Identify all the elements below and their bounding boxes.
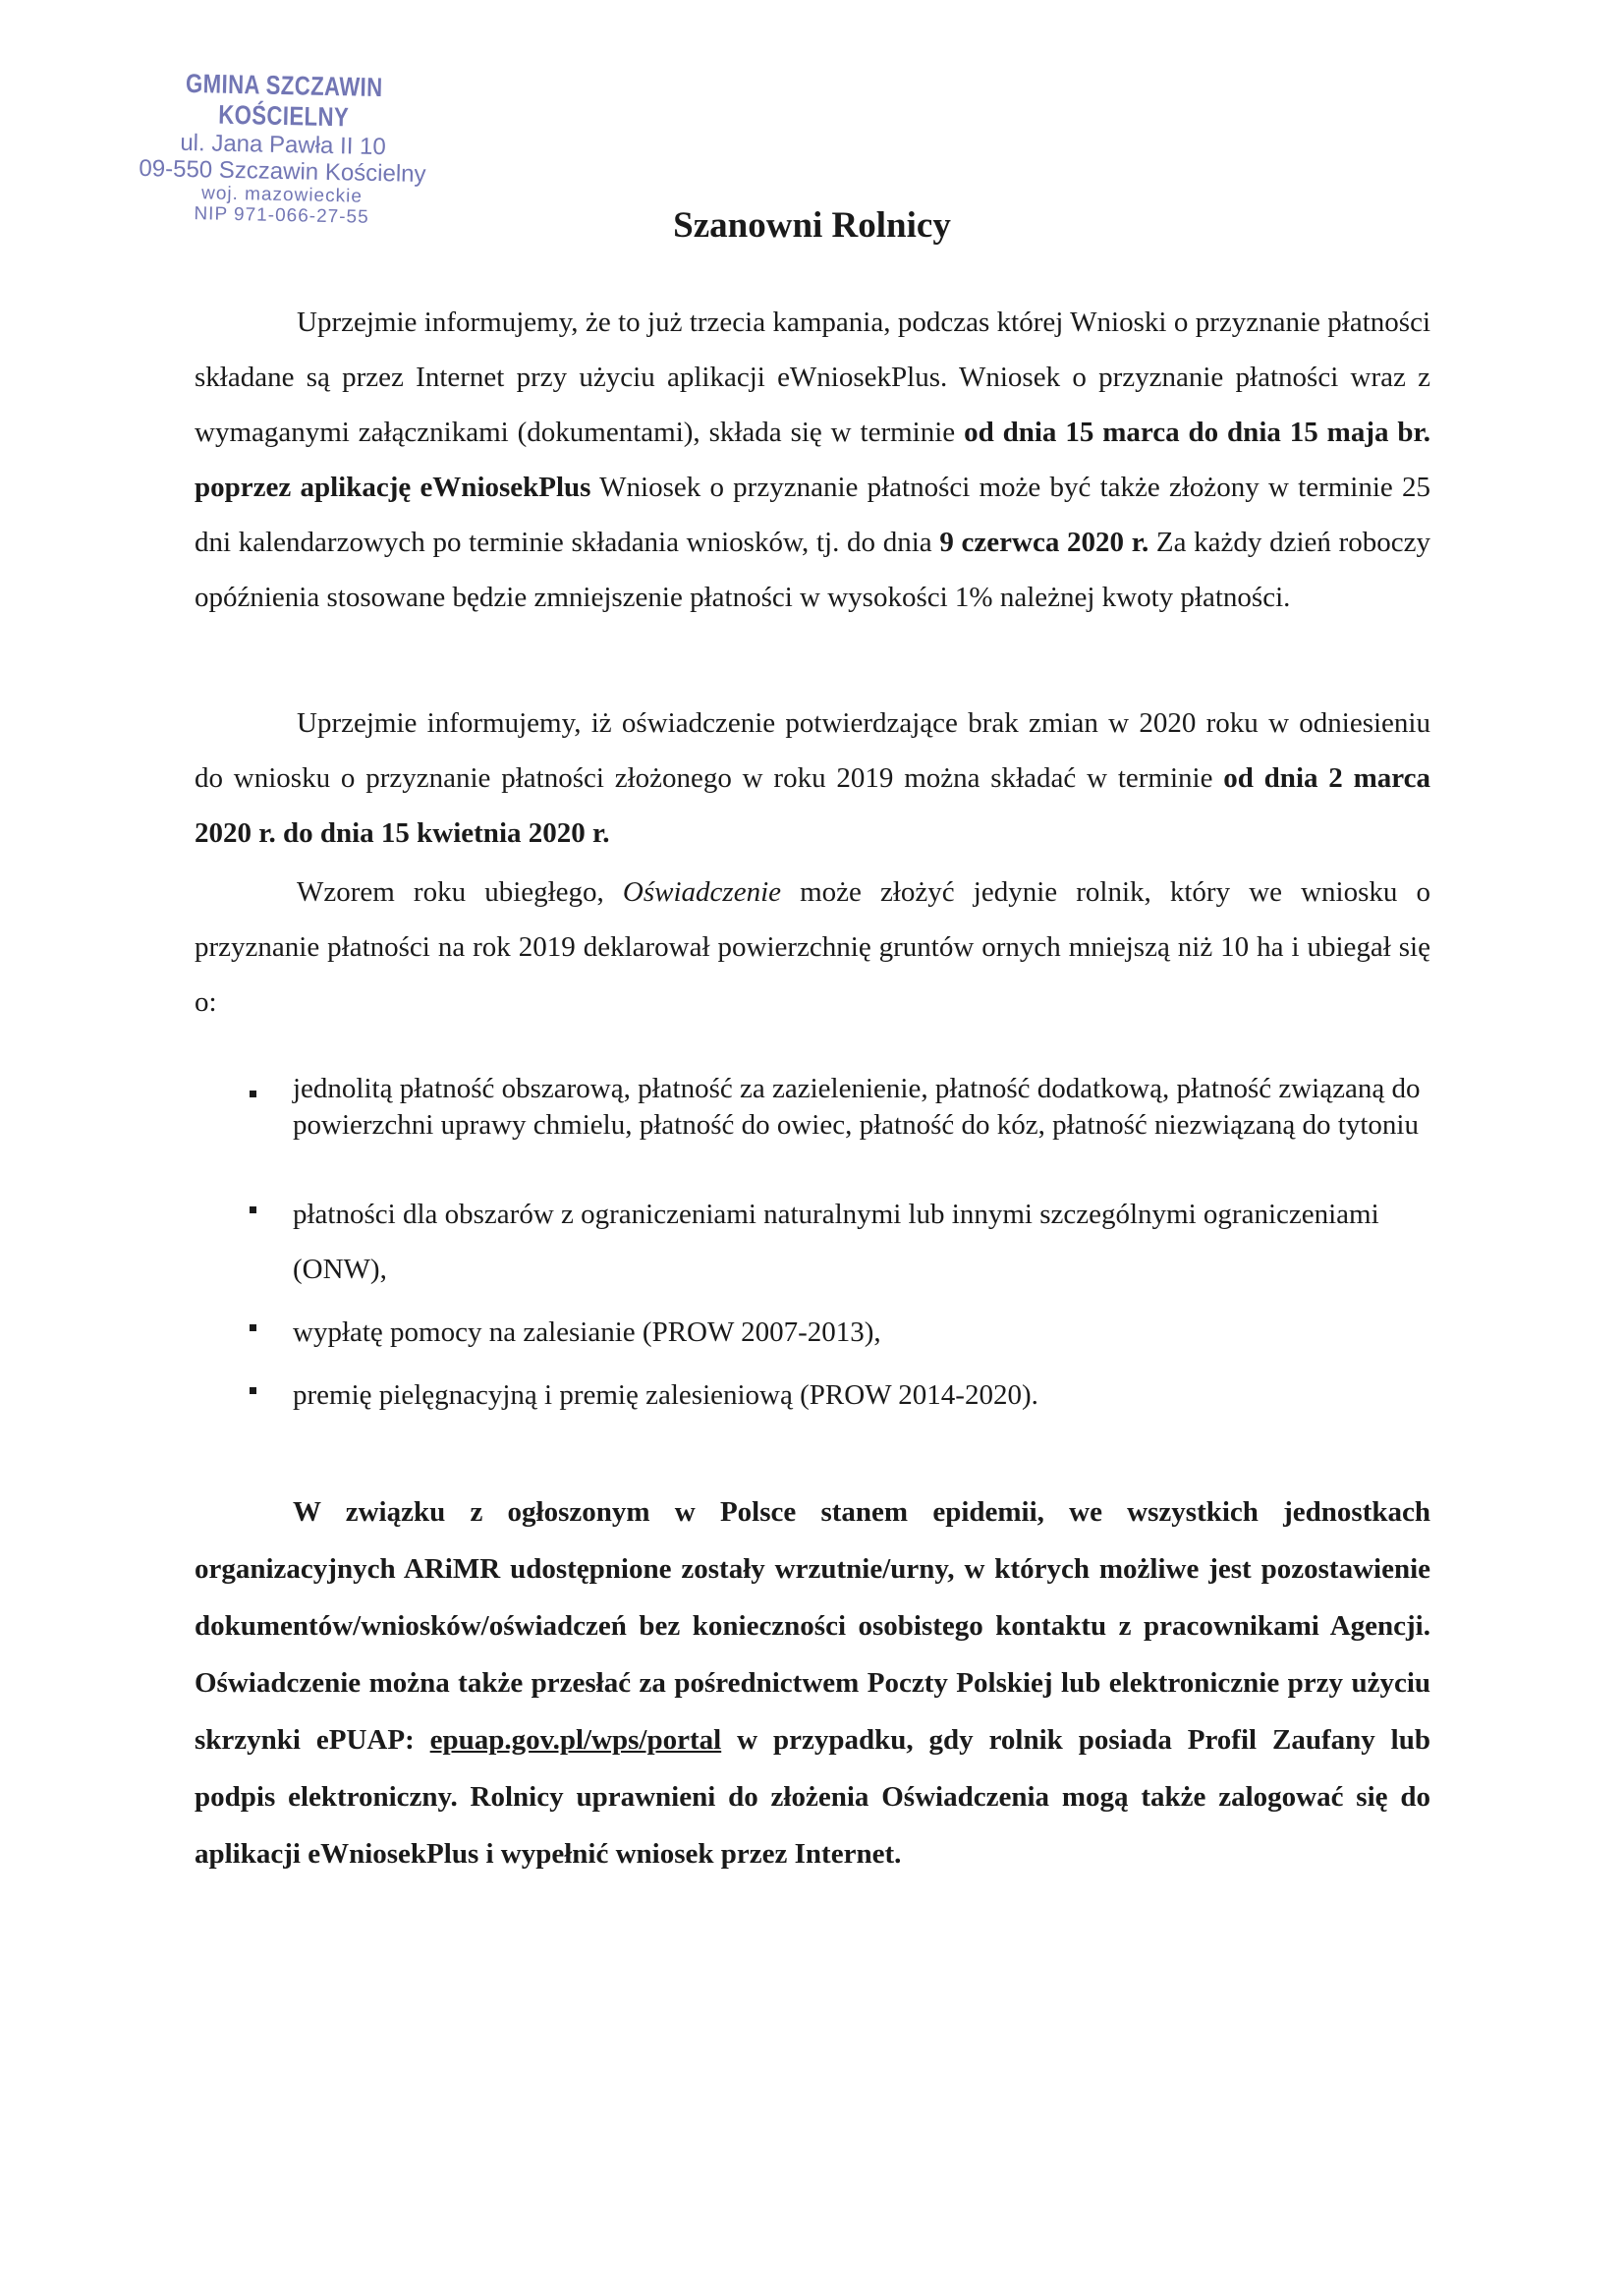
- payment-list: [195, 1071, 1430, 1423]
- paragraph-text: może złożyć jedynie rolnik, który we wniosku o przyznanie płatności na rok 2019 deklarował powierzchnię gruntów ornych mniejszą niż 10 ha i ubiegał się o:: [195, 876, 1430, 1018]
- stamp-city: 09-550 Szczawin Kościelny: [139, 154, 426, 189]
- page-title: Szanowni Rolnicy: [673, 205, 951, 246]
- paragraph-text: Wniosek o przyznanie płatności może być także złożony w terminie 25 dni kalendarzowych po terminie składania wniosków, tj. do dnia: [195, 472, 1430, 558]
- paragraph-statement: [195, 696, 1430, 861]
- stamp-street: ul. Jana Pawła II 10: [180, 129, 387, 161]
- deadline-bold: od dnia 15 marca do dnia 15 maja br. poprzez aplikację eWniosekPlus: [195, 417, 1430, 503]
- epidemic-notice: [195, 1483, 1430, 1882]
- notice-text: w przypadku, gdy rolnik posiada Profil Zaufany lub podpis elektroniczny. Rolnicy uprawnieni do złożenia Oświadczenia mogą także zalogować się do aplikacji eWniosekPlus i wypełnić wniosek przez Internet.: [195, 1724, 1430, 1870]
- statement-deadline-bold: od dnia 2 marca 2020 r. do dnia 15 kwietnia 2020 r.: [195, 762, 1430, 849]
- list-item: premię pielęgnacyjną i premię zalesieniową (PROW 2014-2020).: [195, 1368, 1430, 1423]
- stamp-name: GMINA SZCZAWIN KOŚCIELNY: [185, 68, 383, 133]
- statement-italic: Oświadczenie: [622, 876, 781, 908]
- paragraph-campaign: [195, 295, 1430, 625]
- paragraph-text: Wzorem roku ubiegłego,: [297, 876, 623, 908]
- paragraph-eligibility: [195, 865, 1430, 1030]
- epuap-link[interactable]: epuap.gov.pl/wps/portal: [429, 1724, 722, 1756]
- paragraph-text: Uprzejmie informujemy, że to już trzecia kampania, podczas której Wnioski o przyznanie płatności składane są przez Internet przy użyciu aplikacji eWniosekPlus. Wniosek o przyznanie płatności wraz z wymaganymi załącznikami (dokumentami), składa się w terminie: [195, 307, 1430, 448]
- stamp-region: woj. mazowieckie: [200, 183, 364, 207]
- stamp-nip: NIP 971-066-27-55: [194, 203, 369, 228]
- paragraph-text: Za każdy dzień roboczy opóźnienia stosowane będzie zmniejszenie płatności w wysokości 1% należnej kwoty płatności.: [195, 527, 1431, 613]
- notice-text: W związku z ogłoszonym w Polsce stanem epidemii, we wszystkich jednostkach organizacyjnych ARiMR udostępnione zostały wrzutnie/urny, w których możliwe jest pozostawienie dokumentów/wniosków/oświadczeń bez konieczności osobistego kontaktu z pracownikami Agencji. Oświadczenie można także przesłać za pośrednictwem Poczty Polskiej lub elektronicznie przy użyciu skrzynki ePUAP:: [195, 1496, 1430, 1756]
- list-item: jednolitą płatność obszarową, płatność za zazielenienie, płatność dodatkową, płatność związaną do powierzchni uprawy chmielu, płatność do owiec, płatność do kóz, płatność niezwiązaną do tytoniu: [195, 1071, 1430, 1144]
- paragraph-text: Uprzejmie informujemy, iż oświadczenie potwierdzające brak zmian w 2020 roku w odniesieniu do wniosku o przyznanie płatności złożonego w roku 2019 można składać w terminie: [195, 707, 1430, 794]
- list-item: płatności dla obszarów z ograniczeniami naturalnymi lub innymi szczególnymi ograniczeniami (ONW),: [195, 1187, 1430, 1297]
- late-deadline-bold: 9 czerwca 2020 r.: [939, 527, 1149, 558]
- list-item: wypłatę pomocy na zalesianie (PROW 2007-2013),: [195, 1305, 1430, 1360]
